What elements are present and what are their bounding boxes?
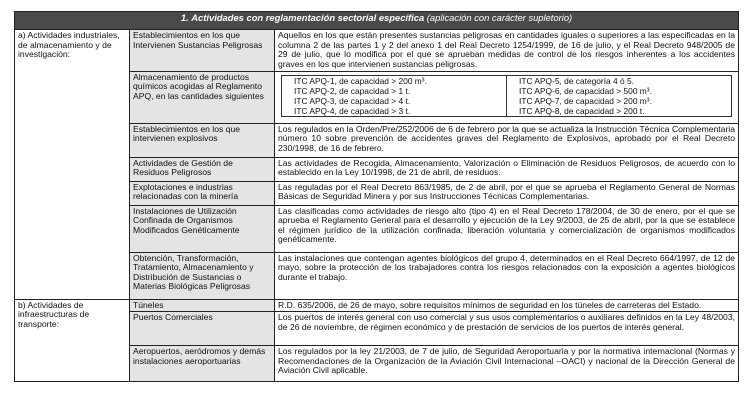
apq-right-column [507,75,732,116]
row-description: Las clasificadas como actividades de riesgo alto (tipo 4) en el Real Decreto 178/2004, de 30 de enero, por el que se aprueba el Reglamento General para el desarrollo y ejecución de la Ley 9/2003, de 25 de abril, por la que se establece el régimen jurídico de la utilización confinada, liberación voluntaria y comercialización de organismos modificados genéticamente. [275,205,739,252]
row-description: R.D. 635/2006, de 26 de mayo, sobre requisitos mínimos de seguridad en los túneles de carreteras del Estado. [275,299,739,312]
apq-item: ITC APQ-2, de capacidad > 1 t. [294,85,411,96]
apq-item: ITC APQ-1, de capacidad > 200 m³. [294,75,427,86]
row-label: Instalaciones de Utilización Confinada de Organismos Modificados Genéticamente [130,205,275,252]
row-label: Establecimientos en los que intervienen explosivos [130,123,275,157]
apq-item: ITC APQ-4, de capacidad > 3 t. [294,105,411,116]
apq-capacities [275,71,739,123]
row-label: Túneles [130,299,275,312]
row-description: Las actividades de Recogida, Almacenamiento, Valorización o Eliminación de Residuos Peligrosos, de acuerdo con lo establecido en la Ley 10/1998, de 21 de abril, de residuos. [275,157,739,181]
row-description: Los regulados por la ley 21/2003, de 7 de julio, de Seguridad Aeroportuaria y por la normativa internacional (Normas y Recomendaciones de la Organización de la Aviación Civil Internacional –OACI) y nacional de la Dirección General de Aviación Civil aplicable. [275,346,739,382]
table-row [15,30,739,72]
apq-item: ITC APQ-7, de capacidad > 200 m³. [519,95,652,106]
category-industrial: a) Actividades industriales, de almacenamiento y de investigación: [15,30,130,300]
apq-table [281,75,732,117]
row-label: Aeropuertos, aeródromos y demás instalaciones aeroportuarias [130,346,275,382]
row-description: Aquellos en los que están presentes sustancias peligrosas en cantidades iguales o superiores a las especificadas en la columna 2 de las partes 1 y 2 del anexo 1 del Real Decreto 1254/1999, de 16 de julio, y el Real Decreto 948/2005 de 29 de julio, que lo modifica por el que se aprueban medidas de control de los riesgos inherentes a los accidentes graves en los que intervienen sustancias peligrosas. [275,30,739,72]
regulation-table [14,11,739,382]
row-description: Las instalaciones que contengan agentes biológicos del grupo 4, determinados en el Real Decreto 664/1997, de 12 de mayo, sobre la protección de los trabajadores contra los riesgos relacionados con la exposición a agentes biológicos durante el trabajo. [275,252,739,299]
apq-item: ITC APQ-6, de capacidad > 500 m³. [519,85,652,96]
regulation-table-container [14,11,738,382]
row-label: Explotaciones e industrias relacionadas con la minería [130,181,275,205]
row-label: Establecimientos en los que Intervienen Sustancias Peligrosas [130,30,275,72]
header-title: Actividades con reglamentación sectorial específica [191,12,425,23]
row-label: Actividades de Gestión de Residuos Peligrosos [130,157,275,181]
row-description: Las reguladas por el Real Decreto 863/1985, de 2 de abril, por el que se aprueba el Reglamento General de Normas Básicas de Seguridad Minera y por sus Instrucciones Técnicas Complementarias. [275,181,739,205]
row-description: Los puertos de interés general con uso comercial y sus usos complementarios o auxiliares definidos en la Ley 48/2003, de 26 de noviembre, de régimen económico y de prestación de servicios de los puertos de interés general. [275,312,739,346]
row-description: Los regulados en la Orden/Pre/252/2006 de 6 de febrero por la que se actualiza la Instrucción Técnica Complementaria número 10 sobre prevención de accidentes graves del Reglamento de Explosivos, aprobado por el Real Decreto 230/1998, de 16 de febrero. [275,123,739,157]
header-number: 1. [180,12,189,23]
apq-item: ITC APQ-5, de categoría 4 ó 5. [519,75,634,86]
row-label: Puertos Comerciales [130,312,275,346]
header-note: (aplicación con carácter supletorio) [426,12,573,23]
row-label: Almacenamiento de productos químicos acogidas al Reglamento APQ, en las cantidades siguientes [130,71,275,123]
table-header [15,12,739,30]
category-transport: b) Actividades de infraestructuras de transporte: [15,299,130,382]
row-label: Obtención, Transformación, Tratamiento, Almacenamiento y Distribución de Sustancias o Materias Biológicas Peligrosas [130,252,275,299]
apq-item: ITC APQ-8, de capacidad > 200 t. [519,105,645,116]
table-row [15,299,739,312]
apq-item: ITC APQ-3, de capacidad > 4 t. [294,95,411,106]
apq-left-column [282,75,507,116]
